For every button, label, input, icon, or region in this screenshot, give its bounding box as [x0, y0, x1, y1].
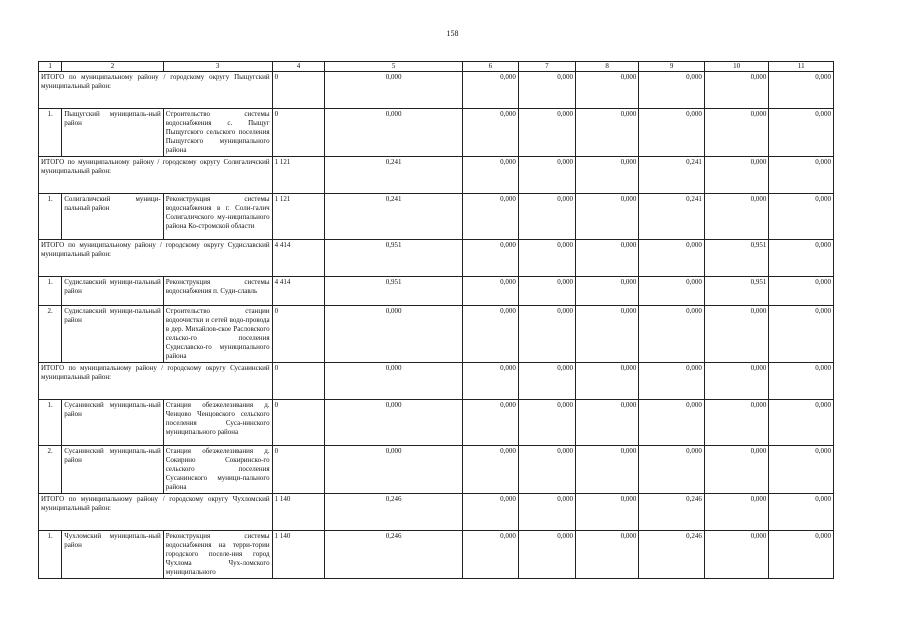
value-cell: 0,000 [518, 194, 575, 240]
value-cell: 0,000 [575, 363, 638, 400]
item-number: 1. [39, 109, 62, 157]
value-cell: 0,000 [575, 446, 638, 494]
column-header: 4 [272, 62, 325, 72]
column-header: 6 [462, 62, 518, 72]
project-row [39, 277, 834, 306]
value-cell: 0 [272, 363, 325, 400]
value-cell: 0,000 [704, 194, 768, 240]
value-cell: 0,000 [769, 446, 834, 494]
total-label: ИТОГО по муниципальному району / городскому округу Чухломский муниципальный район: [39, 494, 273, 531]
value-cell: 0,000 [575, 400, 638, 446]
project-name: Реконструкция системы водоснабжения в г. Соли-галич Солигаличского му-ниципального района Ко-стромской области [163, 194, 272, 240]
value-cell: 0,000 [769, 363, 834, 400]
value-cell: 0,000 [639, 277, 705, 306]
value-cell: 0,000 [704, 109, 768, 157]
value-cell: 0,000 [575, 194, 638, 240]
value-cell: 0,000 [704, 306, 768, 363]
column-header: 11 [769, 62, 834, 72]
district-name: Судиславский муници-пальный район [62, 277, 163, 306]
value-cell: 0,000 [462, 400, 518, 446]
district-total-row [39, 240, 834, 277]
value-cell: 0,000 [518, 531, 575, 579]
value-cell: 0,000 [462, 494, 518, 531]
value-cell: 0,246 [639, 531, 705, 579]
value-cell: 0,000 [518, 363, 575, 400]
item-number: 1. [39, 277, 62, 306]
value-cell: 0,000 [575, 306, 638, 363]
district-name: Сусанинский муниципаль-ный район [62, 400, 163, 446]
item-number: 1. [39, 194, 62, 240]
value-cell: 0,000 [769, 277, 834, 306]
value-cell: 0,000 [518, 400, 575, 446]
district-name: Чухломский муниципаль-ный район [62, 531, 163, 579]
total-label: ИТОГО по муниципальному району / городскому округу Сусанинский муниципальный район: [39, 363, 273, 400]
value-cell: 0,000 [769, 306, 834, 363]
project-row [39, 306, 834, 363]
value-cell: 0,000 [769, 109, 834, 157]
value-cell: 4 414 [272, 277, 325, 306]
district-name: Судиславский муници-пальный район [62, 306, 163, 363]
value-cell: 0,951 [325, 240, 462, 277]
district-total-row [39, 72, 834, 109]
value-cell: 0,000 [462, 363, 518, 400]
total-label: ИТОГО по муниципальному району / городскому округу Пыщугский муниципальный район: [39, 72, 273, 109]
page-number: 158 [446, 29, 459, 38]
value-cell: 0,000 [325, 109, 462, 157]
district-total-row [39, 494, 834, 531]
value-cell: 0,000 [769, 400, 834, 446]
value-cell: 0,246 [639, 494, 705, 531]
value-cell: 0 [272, 306, 325, 363]
value-cell: 0,000 [518, 494, 575, 531]
district-total-row [39, 363, 834, 400]
value-cell: 0,000 [639, 363, 705, 400]
project-row [39, 446, 834, 494]
value-cell: 0,000 [575, 531, 638, 579]
value-cell: 0,246 [325, 494, 462, 531]
value-cell: 0,000 [639, 446, 705, 494]
value-cell: 0,241 [325, 194, 462, 240]
value-cell: 0,241 [639, 194, 705, 240]
project-name: Станция обезжелезивания д. Сокирино Сокиринско-го сельского поселения Сусанинского муници-пального района [163, 446, 272, 494]
value-cell: 0,000 [639, 400, 705, 446]
value-cell: 0 [272, 109, 325, 157]
value-cell: 0,000 [518, 109, 575, 157]
column-header: 1 [39, 62, 62, 72]
value-cell: 4 414 [272, 240, 325, 277]
column-header: 3 [163, 62, 272, 72]
column-header: 5 [325, 62, 462, 72]
column-header: 7 [518, 62, 575, 72]
project-name: Станция обезжелезивания д. Ченцово Ченцовского сельского поселения Суса-нинского муниципального района [163, 400, 272, 446]
value-cell: 1 121 [272, 194, 325, 240]
value-cell: 0,000 [575, 157, 638, 194]
value-cell: 1 121 [272, 157, 325, 194]
value-cell: 0,000 [462, 157, 518, 194]
value-cell: 0,000 [462, 306, 518, 363]
project-row [39, 531, 834, 579]
item-number: 2. [39, 446, 62, 494]
value-cell: 0,000 [769, 531, 834, 579]
value-cell: 1 140 [272, 494, 325, 531]
value-cell: 0,000 [518, 277, 575, 306]
column-header: 8 [575, 62, 638, 72]
column-number-row [39, 62, 834, 72]
value-cell: 0,000 [704, 400, 768, 446]
value-cell: 0,000 [518, 306, 575, 363]
value-cell: 0,000 [704, 157, 768, 194]
project-name: Строительство станции водоочистки и сетей водо-провода в дер. Михайлов-ское Расловского сельско-го поселения Судиславско-го муниципального района [163, 306, 272, 363]
value-cell: 0 [272, 72, 325, 109]
value-cell: 0,000 [462, 72, 518, 109]
value-cell: 0,000 [325, 446, 462, 494]
column-header: 10 [704, 62, 768, 72]
value-cell: 0,000 [462, 109, 518, 157]
value-cell: 0,000 [639, 240, 705, 277]
value-cell: 0,000 [325, 363, 462, 400]
value-cell: 0,000 [769, 72, 834, 109]
project-name: Реконструкция системы водоснабжения п. Суди-славль [163, 277, 272, 306]
budget-table [38, 61, 834, 579]
district-name: Пыщугский муниципаль-ный район [62, 109, 163, 157]
value-cell: 0,000 [704, 446, 768, 494]
project-name: Строительство системы водоснабжения с. Пыщуг Пыщугского сельского поселения Пыщугского муниципального района [163, 109, 272, 157]
value-cell: 0,241 [325, 157, 462, 194]
item-number: 2. [39, 306, 62, 363]
district-name: Солигаличский муници-пальный район [62, 194, 163, 240]
column-header: 9 [639, 62, 705, 72]
value-cell: 0,000 [575, 494, 638, 531]
value-cell: 0,000 [518, 446, 575, 494]
value-cell: 0,000 [575, 277, 638, 306]
value-cell: 0,000 [575, 72, 638, 109]
project-row [39, 109, 834, 157]
project-name: Реконструкция системы водоснабжения на терри-тории городского поселе-ния город Чухлома Чух-ломского муниципального [163, 531, 272, 579]
value-cell: 0,246 [325, 531, 462, 579]
column-header: 2 [62, 62, 163, 72]
value-cell: 0 [272, 400, 325, 446]
value-cell: 0,000 [462, 531, 518, 579]
value-cell: 0,000 [462, 446, 518, 494]
value-cell: 0,000 [769, 194, 834, 240]
district-total-row [39, 157, 834, 194]
item-number: 1. [39, 531, 62, 579]
value-cell: 0,000 [518, 157, 575, 194]
total-label: ИТОГО по муниципальному району / городскому округу Судиславский муниципальный район: [39, 240, 273, 277]
value-cell: 0,000 [704, 494, 768, 531]
value-cell: 0,000 [462, 277, 518, 306]
value-cell: 0,000 [769, 240, 834, 277]
total-label: ИТОГО по муниципальному району / городскому округу Солигаличский муниципальный район: [39, 157, 273, 194]
value-cell: 0,000 [639, 72, 705, 109]
value-cell: 0,000 [462, 240, 518, 277]
district-name: Сусанинский муниципаль-ный район [62, 446, 163, 494]
value-cell: 0,000 [575, 240, 638, 277]
value-cell: 0,000 [639, 109, 705, 157]
value-cell: 0,000 [325, 400, 462, 446]
value-cell: 0,000 [639, 306, 705, 363]
value-cell: 1 140 [272, 531, 325, 579]
value-cell: 0 [272, 446, 325, 494]
value-cell: 0,000 [769, 157, 834, 194]
project-row [39, 400, 834, 446]
value-cell: 0,951 [325, 277, 462, 306]
value-cell: 0,951 [704, 277, 768, 306]
value-cell: 0,241 [639, 157, 705, 194]
value-cell: 0,951 [704, 240, 768, 277]
item-number: 1. [39, 400, 62, 446]
value-cell: 0,000 [769, 494, 834, 531]
value-cell: 0,000 [325, 72, 462, 109]
value-cell: 0,000 [704, 72, 768, 109]
value-cell: 0,000 [518, 240, 575, 277]
value-cell: 0,000 [462, 194, 518, 240]
project-row [39, 194, 834, 240]
value-cell: 0,000 [325, 306, 462, 363]
value-cell: 0,000 [518, 72, 575, 109]
value-cell: 0,000 [575, 109, 638, 157]
value-cell: 0,000 [704, 363, 768, 400]
value-cell: 0,000 [704, 531, 768, 579]
